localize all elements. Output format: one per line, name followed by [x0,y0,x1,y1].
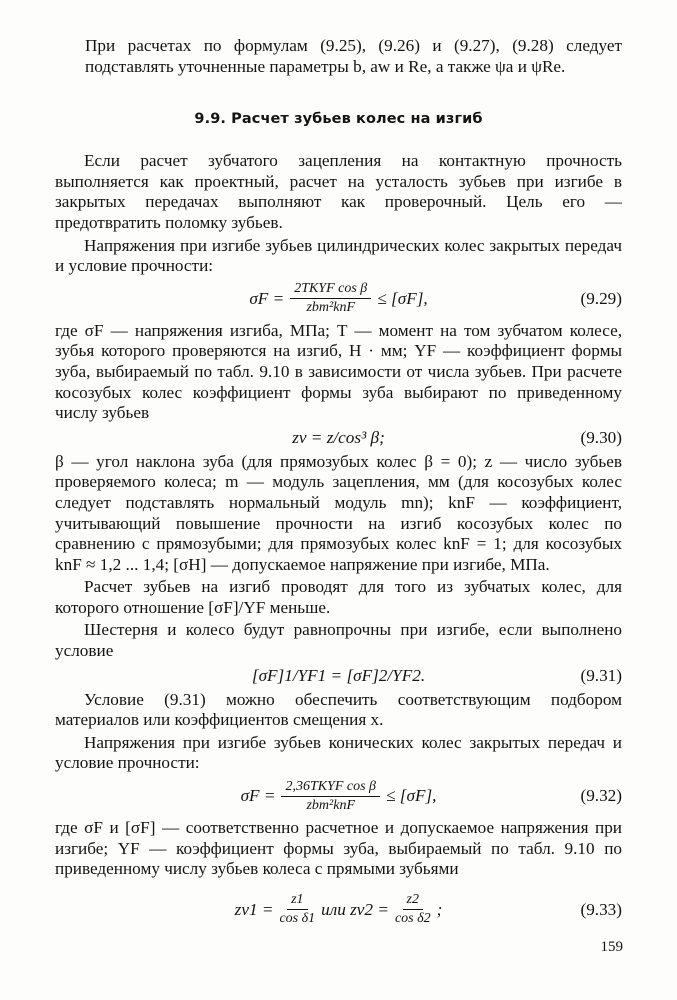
eq33-fraction-1 [279,892,315,927]
eq33-fraction-2 [395,892,431,927]
equation-9-31 [55,662,622,690]
paragraph-intro: Если расчет зубчатого зацепления на контактную прочность выполняется как проектный, расчет на усталость зубьев при изгибе в закрытых передачах выполняют как проверочный. Цель его — предотвратить поломку зубьев. [55,151,622,232]
eq29-denominator: zbm²knF [306,300,355,316]
eq33-mid: или zv2 = [321,899,389,919]
eq32-rhs: ≤ [σF], [386,786,437,806]
eq33-lhs1: zv1 = [234,899,274,919]
paragraph-condition: Условие (9.31) можно обеспечить соответствующим подбором материалов или коэффициентов смещения x. [55,689,622,730]
paragraph-bevel-stress: Напряжения при изгибе зубьев конических колес закрытых передач и условие прочности: [55,732,622,773]
paragraph-bending-calc: Расчет зубьев на изгиб проводят для того из зубчатых колес, для которого отношение [σF]/YF меньше. [55,577,622,617]
paragraph-beta-definitions: β — угол наклона зуба (для прямозубых колес β = 0); z — число зубьев проверяемого колеса; m — модуль зацепления, мм (для косозубых колес следует подставлять нормальный модуль mn); knF — коэффициент, учитывающий повышение прочности на изгиб косозубых колес по сравнению с прямозубыми; для прямозубых колес knF = 1; для косозубых knF ≈ 1,2 ... 1,4; [σH] — допускаемое напряжение при изгибе, МПа. [55,451,622,574]
page-number: 159 [600,939,623,955]
eq29-number: (9.29) [580,288,622,308]
eq32-denominator: zbm²knF [306,797,355,813]
eq30-number: (9.30) [580,427,622,447]
paragraph-formulas-reference: При расчетах по формулам (9.25), (9.26) и (9.27), (9.28) следует подставлять уточненные параметры b, aw и Re, а также ψa и ψRe. [85,36,622,76]
eq32-fraction [281,779,380,814]
equation-9-30 [55,424,622,452]
eq31-text: [σF]1/YF1 = [σF]2/YF2. [251,665,426,685]
section-title: 9.9. Расчет зубьев колес на изгиб [194,111,483,128]
equation-9-33 [55,888,622,932]
eq29-fraction [290,281,371,316]
eq33-end: ; [436,899,443,919]
paragraph-where-sigma: где σF — напряжения изгиба, МПа; T — момент на том зубчатом колесе, зубья которого проверяются на изгиб, Н · мм; YF — коэффициент формы зуба, выбираемый по табл. 9.10 в зависимости от числа зубьев. При расчете косозубых колес коэффициент формы зуба выбирают по приведенному числу зубьев [55,320,622,423]
equation-9-29 [55,277,622,321]
paragraph-where-bevel: где σF и [σF] — соответственно расчетное и допускаемое напряжения при изгибе; YF — коэффициент формы зуба, выбираемый по табл. 9.10 по приведенному числу зубьев колеса с прямыми зубьями [55,818,622,879]
eq32-number: (9.32) [580,786,622,806]
eq30-text: zv = z/cos³ β; [292,427,385,447]
eq33-number: (9.33) [580,899,622,919]
eq33-numerator-2: z2 [403,892,423,910]
eq32-lhs: σF = [240,786,276,806]
eq29-lhs: σF = [249,288,285,308]
eq32-numerator: 2,36TKYF cos β [281,779,380,797]
paragraph-cylindrical-stress: Напряжения при изгибе зубьев цилиндрических колес закрытых передач и условие прочности: [55,235,622,276]
eq33-denominator-1: cos δ1 [279,911,316,927]
paragraph-equal-strength: Шестерня и колесо будут равнопрочны при изгибе, если выполнено условие [55,620,622,661]
equation-9-32 [55,774,622,818]
eq33-denominator-2: cos δ2 [394,911,431,927]
eq33-numerator-1: z1 [287,892,307,910]
eq29-rhs: ≤ [σF], [377,288,428,308]
eq31-number: (9.31) [580,665,622,685]
eq29-numerator: 2TKYF cos β [290,281,371,299]
